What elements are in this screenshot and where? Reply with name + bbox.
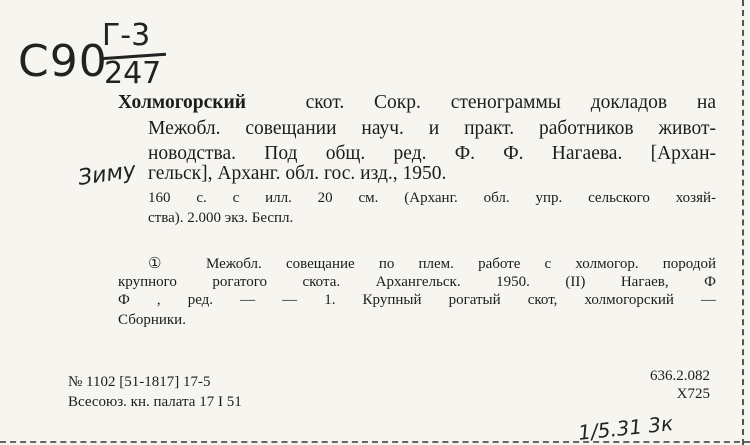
margin-handwritten-note: Зиму bbox=[76, 158, 138, 191]
call-number-numerator: Г-3 bbox=[102, 18, 151, 53]
entry-line-3: новодства. Под общ. ред. Ф. Ф. Нагаева. [Архан- bbox=[148, 143, 716, 164]
record-number: № 1102 [51-1817] 17-5 bbox=[68, 374, 211, 390]
tracing-line-2: крупного рогатого скота. Архангельск. 1950. (II) Нагаев, Ф bbox=[118, 274, 716, 290]
entry-collation-line: 160 с. с илл. 20 см. (Арханг. обл. упр. сельского хозяй- bbox=[148, 190, 716, 206]
call-number-denominator: 247 bbox=[104, 56, 162, 91]
entry-line-4: гельск], Арханг. обл. гос. изд., 1950. bbox=[148, 163, 447, 184]
perforated-edge-right bbox=[742, 0, 744, 445]
entry-edition-line: ства). 2.000 экз. Беспл. bbox=[148, 210, 294, 226]
perforated-edge-bottom bbox=[0, 441, 750, 443]
udc-classification: 636.2.082 bbox=[650, 368, 710, 384]
entry-text: скот. Сокр. стенограммы докладов на bbox=[305, 92, 717, 113]
author-mark: Х725 bbox=[676, 386, 710, 402]
tracing-line-4: Сборники. bbox=[118, 312, 186, 328]
tracing-line-3: Ф , ред. — — 1. Крупный рогатый скот, холмогорский — bbox=[118, 292, 716, 308]
title-heading: Холмогорский bbox=[118, 92, 247, 113]
tracing-line-1: ① Межобл. совещание по плем. работе с холмогор. породой bbox=[148, 256, 716, 272]
entry-line-1 bbox=[118, 92, 716, 114]
call-number-main: С90 bbox=[18, 36, 108, 87]
entry-line-2: Межобл. совещании науч. и практ. работников живот- bbox=[148, 118, 716, 139]
book-chamber-stamp: Всесоюз. кн. палата 17 I 51 bbox=[68, 394, 242, 410]
handwritten-code: 1/5.31 3к bbox=[577, 411, 675, 445]
